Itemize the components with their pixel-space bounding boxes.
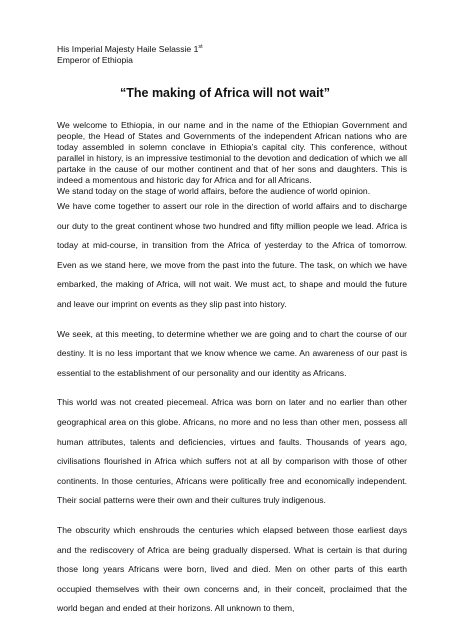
paragraph-world-stage: We stand today on the stage of world affairs, before the audience of world opinion.	[57, 186, 371, 196]
speaker-title: Emperor of Ethiopia	[57, 55, 133, 65]
document-page	[57, 44, 407, 619]
paragraph-not-piecemeal: This world was not created piecemeal. Africa was born on later and no earlier than other geographical area on this globe. Africans, no more and no less than other men, possess all human attributes, talents and deficiencies, virtues and faults. Thousands of years ago, civilisations flourished in Africa which suffers not at all by comparison with those of other continents. In those centuries, Africans were politically free and economically independent. Their social patterns were their own and their cultures truly indigenous.	[57, 397, 407, 506]
ordinal-suffix: st	[198, 44, 203, 51]
paragraph-destiny: We seek, at this meeting, to determine whether we are going and to chart the course of our destiny. It is no less important that we know whence we came. An awareness of our past is essential to the establishment of our personality and our identity as Africans.	[57, 328, 407, 378]
paragraph-obscurity: The obscurity which enshrouds the centuries which elapsed between those earliest days and the rediscovery of Africa are being gradually dispersed. What is certain is that during those long years Africans were born, lived and died. Men on other parts of this earth occupied themselves with their own concerns and, in their conceit, proclaimed that the world began and ended at their horizons. All unknown to them,	[57, 524, 407, 614]
speech-title: “The making of Africa will not wait”	[120, 86, 330, 100]
paragraph-assert-role: We have come together to assert our role in the direction of world affairs and to discharge our duty to the great continent whose two hundred and fifty million people we lead. Africa is today at mid-course, in transition from the Africa of yesterday to the Africa of tomorrow. Even as we stand here, we move from the past into the future. The task, on which we have embarked, the making of Africa, will not wait. We must act, to shape and mould the future and leave our imprint on events as they slip past into history.	[57, 201, 407, 309]
speaker-name: His Imperial Majesty Haile Selassie 1st	[57, 44, 203, 54]
paragraph-welcome: We welcome to Ethiopia, in our name and in the name of the Ethiopian Government and people, the Head of States and Governments of the independent African nations who are today assembled in solemn conclave in Ethiopia’s capital city. This conference, without parallel in history, is an impressive testimonial to the devotion and dedication of which we all partake in the cause of our mother continent and that of her sons and daughters. This is indeed a momentous and historic day for Africa and for all Africans.	[57, 120, 407, 185]
